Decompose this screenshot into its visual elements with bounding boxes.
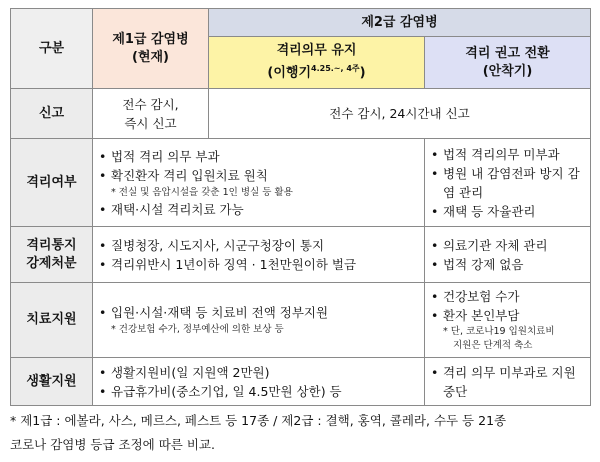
list-item: • 법적 격리의무 미부과 bbox=[431, 146, 560, 162]
report-grade1: 전수 감시, 즉시 신고 bbox=[93, 89, 209, 139]
header-keep-sub: (이행기$^{4.25.\sim, 4주}$) bbox=[267, 64, 366, 81]
isolation-note: * 전실 및 음압시설을 갖춘 1인 병실 등 활용 bbox=[111, 186, 293, 198]
list-item: • 확진환자 격리 입원치료 원칙 bbox=[99, 167, 268, 183]
header-keep-title: 격리의무 유지 bbox=[276, 43, 357, 59]
header-grade1-sub: (현재) bbox=[132, 49, 169, 65]
list-item: • 입원·시설·재택 등 치료비 전액 정부지원 bbox=[99, 305, 329, 320]
header-keep-date: 4.25.~, 4주 bbox=[311, 64, 360, 74]
report-grade2: 전수 감시, 24시간내 신고 bbox=[209, 89, 591, 139]
comparison-table bbox=[10, 8, 591, 406]
row-label-living: 생활지원 bbox=[11, 358, 93, 406]
list-item: • 건강보험 수가 bbox=[431, 289, 520, 304]
list-item: • 생활지원비(일 지원액 2만원) bbox=[99, 364, 270, 380]
header-switch-sub: (안착기) bbox=[482, 63, 533, 79]
treatment-switch-note-2: 지원은 단계적 축소 bbox=[453, 340, 533, 351]
treatment-note: * 건강보험 수가, 정부예산에 의한 보상 등 bbox=[111, 324, 284, 335]
treatment-switch bbox=[425, 283, 591, 358]
list-item: • 환자 본인부담 bbox=[431, 308, 520, 323]
list-item: • 격리위반시 1년이하 징역 · 1천만원이하 벌금 bbox=[99, 256, 357, 272]
header-grade1-title: 제1급 감염병 bbox=[112, 31, 189, 47]
treatment-grade1 bbox=[93, 283, 425, 358]
list-item: • 재택·시설 격리치료 가능 bbox=[99, 201, 244, 217]
living-grade1 bbox=[93, 358, 425, 406]
header-keep-isolation bbox=[209, 37, 425, 89]
row-label-notice: 격리통지 강제처분 bbox=[11, 227, 93, 283]
isolation-grade1 bbox=[93, 139, 425, 227]
header-grade1 bbox=[93, 9, 209, 89]
footnote-grades: * 제1급 : 에볼라, 사스, 메르스, 페스트 등 17종 / 제2급 : 결핵, 홍역, 콜레라, 수두 등 21종 bbox=[10, 413, 507, 428]
header-switch-title: 격리 권고 전환 bbox=[465, 45, 550, 61]
header-switch-recommend bbox=[425, 37, 591, 89]
list-item: • 재택 등 자율관리 bbox=[431, 203, 536, 219]
isolation-switch bbox=[425, 139, 591, 227]
treatment-switch-note-1: * 단, 코로나19 입원치료비 bbox=[443, 326, 555, 337]
row-label-report: 신고 bbox=[11, 89, 93, 139]
notice-switch bbox=[425, 227, 591, 283]
living-switch bbox=[425, 358, 591, 406]
notice-grade1 bbox=[93, 227, 425, 283]
list-item: • 질병청장, 시도지사, 시군구청장이 통지 bbox=[99, 237, 325, 253]
footnote-caption: 코로나 감염병 등급 조정에 따른 비교. bbox=[10, 437, 215, 452]
list-item: • 의료기관 자체 관리 bbox=[431, 237, 548, 253]
list-item: • 격리 의무 미부과로 지원 중단 bbox=[431, 364, 576, 399]
list-item: • 법적 격리 의무 부과 bbox=[99, 148, 220, 164]
header-category: 구분 bbox=[11, 9, 93, 89]
list-item: • 법적 강제 없음 bbox=[431, 256, 524, 272]
row-label-treatment: 치료지원 bbox=[11, 283, 93, 358]
list-item: • 유급휴가비(중소기업, 일 4.5만원 상한) 등 bbox=[99, 383, 342, 399]
row-label-isolation: 격리여부 bbox=[11, 139, 93, 227]
header-grade2: 제2급 감염병 bbox=[209, 9, 591, 37]
list-item: • 병원 내 감염전파 방지 감염 관리 bbox=[431, 165, 580, 200]
